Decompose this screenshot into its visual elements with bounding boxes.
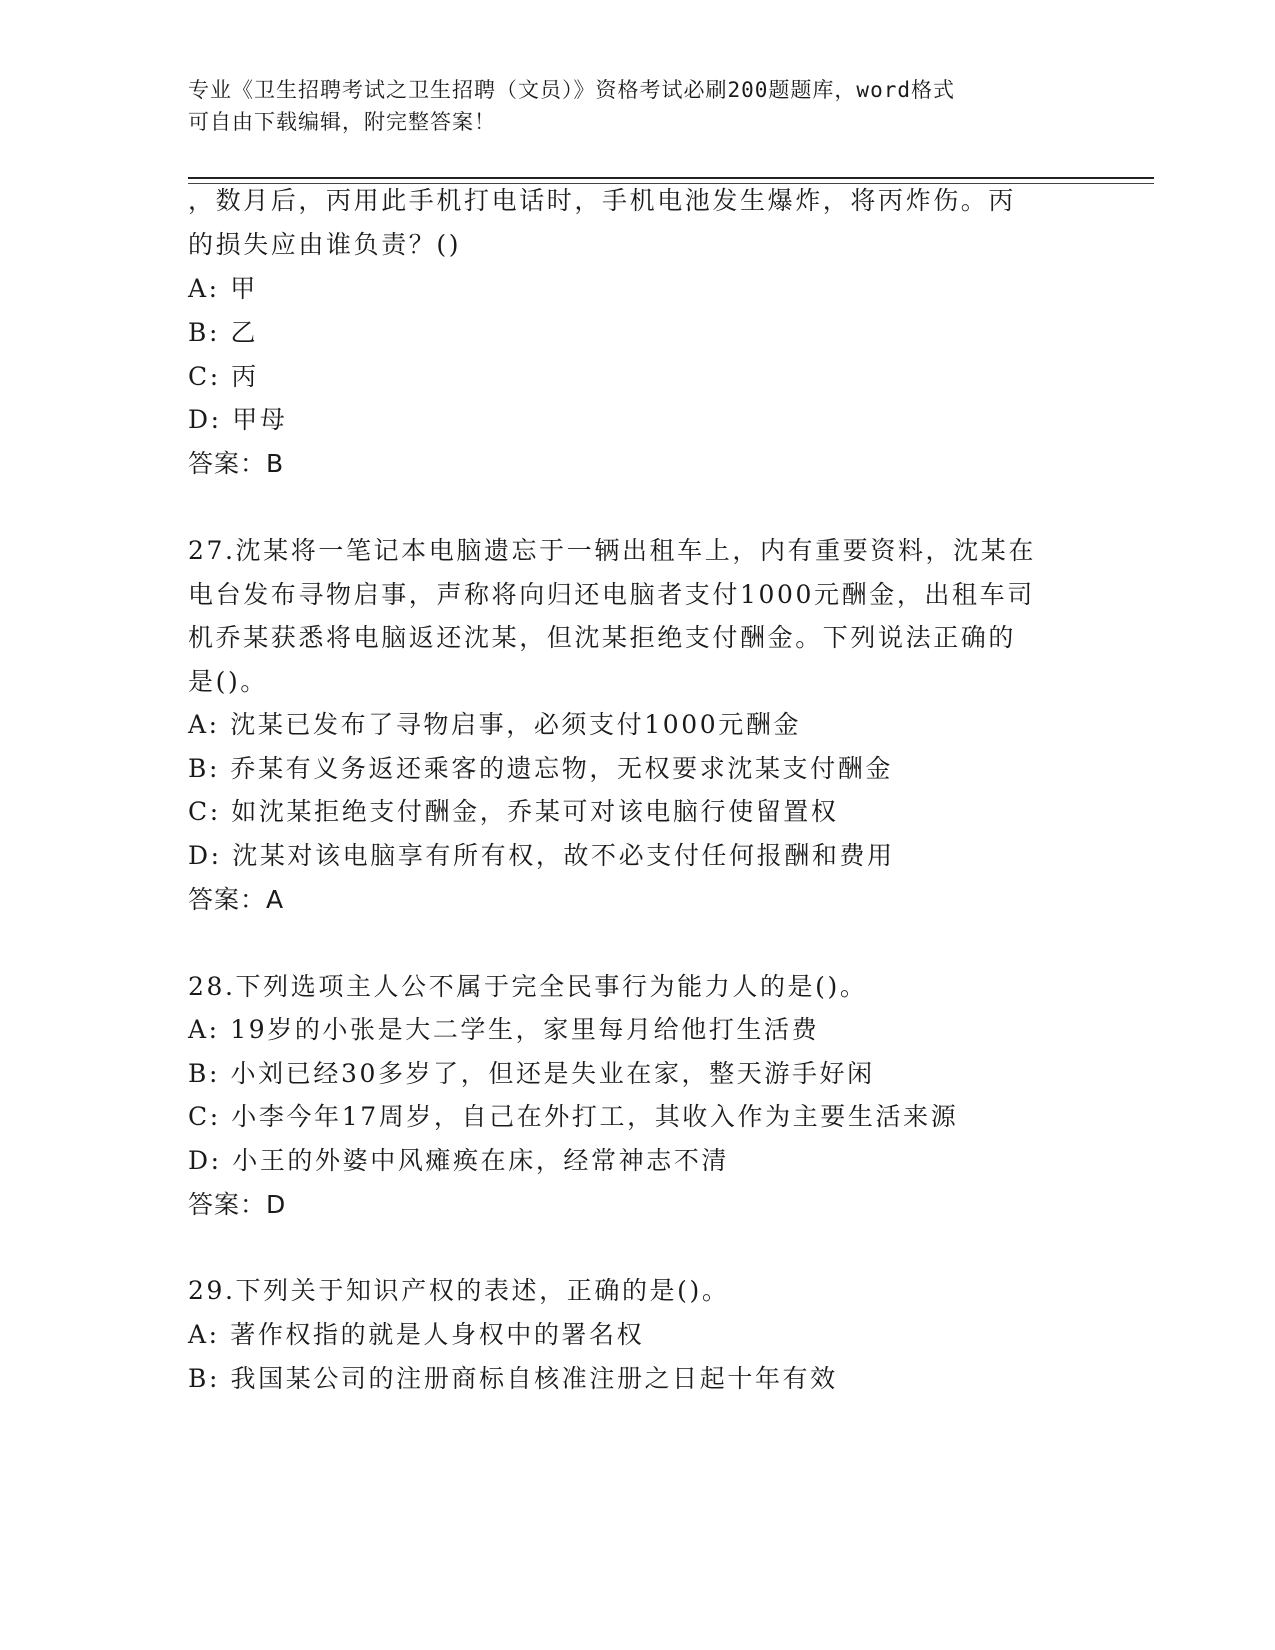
q26-answer: 答案：B bbox=[188, 449, 285, 478]
q27-stem-line-4: 是()。 bbox=[188, 667, 268, 696]
q27-stem-line-2: 电台发布寻物启事，声称将向归还电脑者支付1000元酬金，出租车司 bbox=[188, 580, 1035, 609]
q27-option-d: D: 沈某对该电脑享有所有权，故不必支付任何报酬和费用 bbox=[188, 841, 895, 870]
q28-option-a: A: 19岁的小张是大二学生，家里每月给他打生活费 bbox=[188, 1015, 820, 1044]
q28-answer: 答案：D bbox=[188, 1190, 287, 1219]
header-divider-thin bbox=[188, 183, 1154, 184]
q26-option-c: C: 丙 bbox=[188, 362, 259, 391]
q27-option-a: A: 沈某已发布了寻物启事，必须支付1000元酬金 bbox=[188, 710, 802, 739]
q26-stem-line-1: ，数月后，丙用此手机打电话时，手机电池发生爆炸，将丙炸伤。丙 bbox=[188, 186, 1017, 215]
header-title-line-1: 专业《卫生招聘考试之卫生招聘（文员）》资格考试必刷200题题库，word格式 bbox=[188, 78, 955, 102]
q27-option-c: C: 如沈某拒绝支付酬金，乔某可对该电脑行使留置权 bbox=[188, 797, 839, 826]
q27-stem-line-1: 27.沈某将一笔记本电脑遗忘于一辆出租车上，内有重要资料，沈某在 bbox=[188, 536, 1036, 565]
q29-stem-line-1: 29.下列关于知识产权的表述，正确的是()。 bbox=[188, 1276, 730, 1305]
q26-option-a: A: 甲 bbox=[188, 274, 258, 303]
q27-stem-line-3: 机乔某获悉将电脑返还沈某，但沈某拒绝支付酬金。下列说法正确的 bbox=[188, 623, 1017, 652]
q28-option-b: B: 小刘已经30多岁了，但还是失业在家，整天游手好闲 bbox=[188, 1059, 875, 1088]
header-divider-thick bbox=[188, 177, 1154, 179]
q28-option-d: D: 小王的外婆中风瘫痪在床，经常神志不清 bbox=[188, 1146, 730, 1175]
q26-option-b: B: 乙 bbox=[188, 318, 259, 347]
header-title-line-2: 可自由下载编辑，附完整答案！ bbox=[188, 110, 496, 134]
q27-answer: 答案：A bbox=[188, 885, 285, 914]
q26-stem-line-2: 的损失应由谁负责？() bbox=[188, 230, 462, 259]
q29-option-b: B: 我国某公司的注册商标自核准注册之日起十年有效 bbox=[188, 1364, 838, 1393]
q28-stem-line-1: 28.下列选项主人公不属于完全民事行为能力人的是()。 bbox=[188, 972, 868, 1001]
q26-option-d: D: 甲母 bbox=[188, 405, 288, 434]
q27-option-b: B: 乔某有义务返还乘客的遗忘物，无权要求沈某支付酬金 bbox=[188, 754, 893, 783]
document-header bbox=[188, 74, 1068, 138]
q29-option-a: A: 著作权指的就是人身权中的署名权 bbox=[188, 1320, 645, 1349]
q28-option-c: C: 小李今年17周岁，自己在外打工，其收入作为主要生活来源 bbox=[188, 1102, 959, 1131]
